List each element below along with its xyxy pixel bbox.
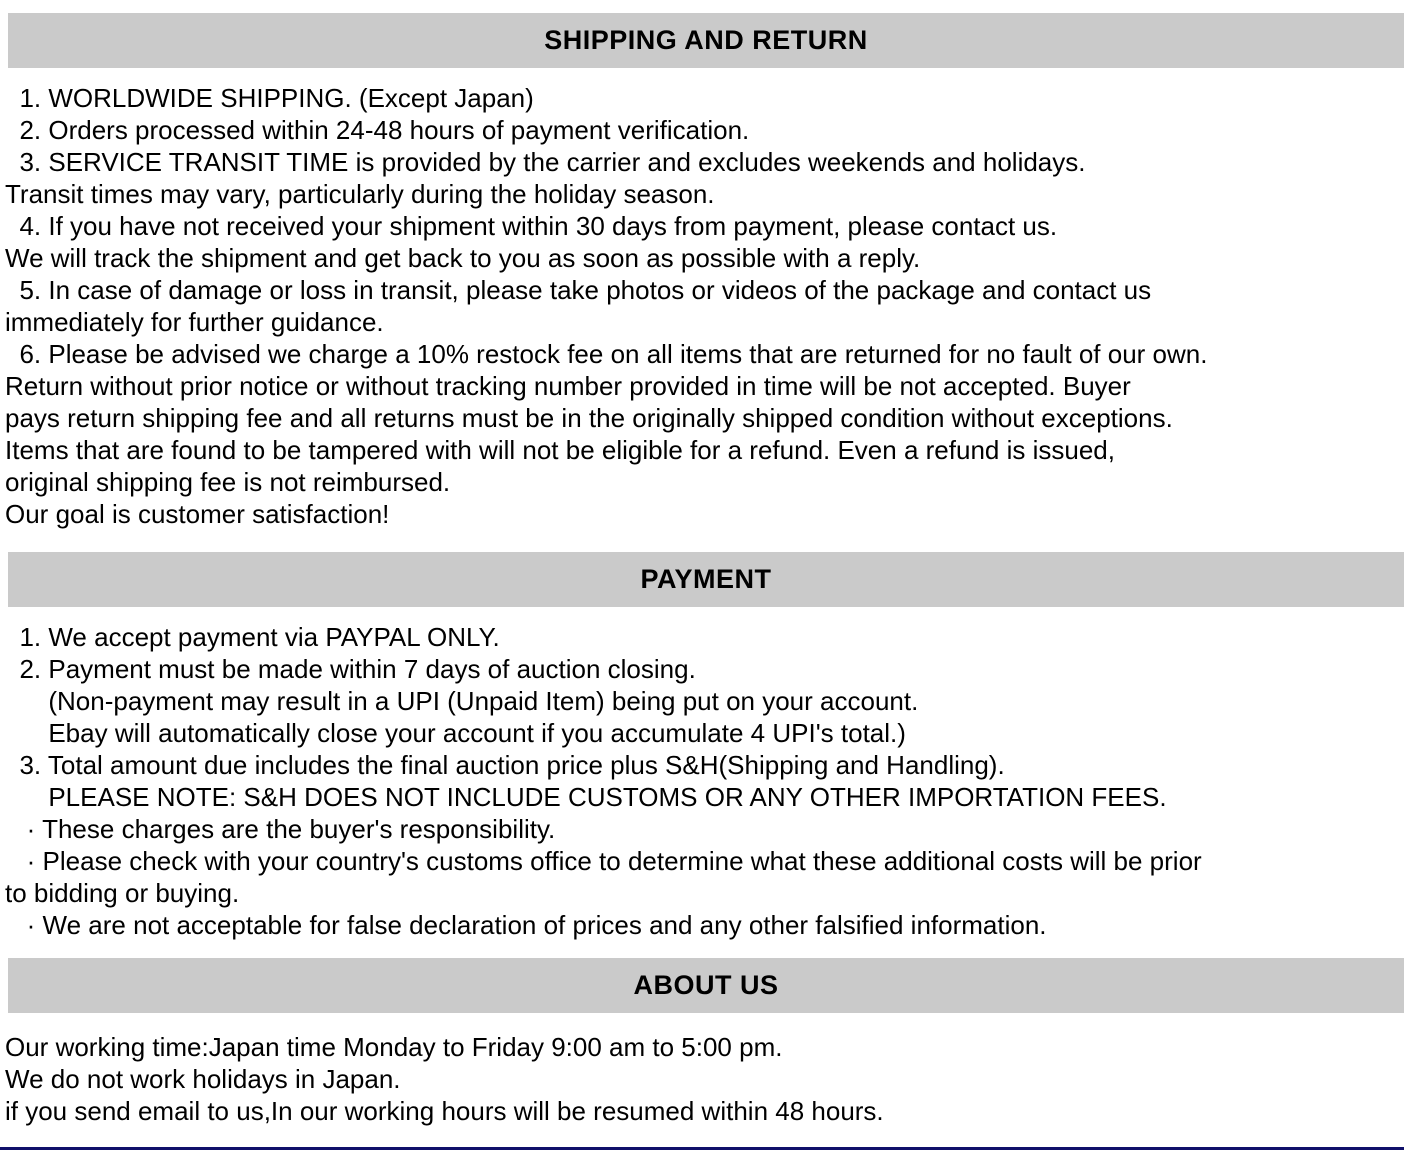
text-line: to bidding or buying. [5,878,240,908]
text-line: We do not work holidays in Japan. [5,1064,401,1094]
text-line: if you send email to us,In our working hours will be resumed within 48 hours. [5,1096,884,1126]
text-line: Our goal is customer satisfaction! [5,499,390,529]
text-line: 1. We accept payment via PAYPAL ONLY. [5,622,500,652]
text-line: · Please check with your country's customs office to determine what these additional costs will be prior [5,846,1202,876]
section-body-about-us [5,1031,1404,1127]
text-line: 4. If you have not received your shipment within 30 days from payment, please contact us. [5,211,1058,241]
text-line: (Non-payment may result in a UPI (Unpaid Item) being put on your account. [5,686,919,716]
section-header-about-us [8,958,1404,1013]
section-about-us [0,958,1404,1127]
section-title-payment: PAYMENT [640,564,772,594]
section-payment [0,552,1404,941]
text-line: 3. SERVICE TRANSIT TIME is provided by the carrier and excludes weekends and holidays. [5,147,1086,177]
text-line: pays return shipping fee and all returns must be in the originally shipped condition without exceptions. [5,403,1173,433]
section-title-shipping: SHIPPING AND RETURN [544,25,868,55]
text-line: 2. Payment must be made within 7 days of auction closing. [5,654,696,684]
text-line: · These charges are the buyer's responsibility. [5,814,556,844]
section-title-about-us: ABOUT US [633,970,779,1000]
text-line: Items that are found to be tampered with will not be eligible for a refund. Even a refund is issued, [5,435,1115,465]
text-line: 5. In case of damage or loss in transit, please take photos or videos of the package and contact us [5,275,1152,305]
text-line: Return without prior notice or without tracking number provided in time will be not accepted. Buyer [5,371,1131,401]
text-line: original shipping fee is not reimbursed. [5,467,451,497]
bottom-divider [0,1147,1404,1150]
text-line: 2. Orders processed within 24-48 hours of payment verification. [5,115,750,145]
section-header-shipping [8,13,1404,68]
text-line: 6. Please be advised we charge a 10% restock fee on all items that are returned for no fault of our own. [5,339,1208,369]
section-body-payment [5,621,1404,941]
text-line: We will track the shipment and get back to you as soon as possible with a reply. [5,243,921,273]
section-header-payment [8,552,1404,607]
section-body-shipping [5,82,1404,530]
text-line: Ebay will automatically close your account if you accumulate 4 UPI's total.) [5,718,906,748]
text-line: 3. Total amount due includes the final auction price plus S&H(Shipping and Handling). [5,750,1005,780]
text-line: immediately for further guidance. [5,307,384,337]
text-line: Our working time:Japan time Monday to Friday 9:00 am to 5:00 pm. [5,1032,783,1062]
section-shipping-and-return [0,13,1404,530]
text-line: 1. WORLDWIDE SHIPPING. (Except Japan) [5,83,534,113]
text-line: Transit times may vary, particularly during the holiday season. [5,179,715,209]
text-line: PLEASE NOTE: S&H DOES NOT INCLUDE CUSTOMS OR ANY OTHER IMPORTATION FEES. [5,782,1167,812]
text-line: · We are not acceptable for false declaration of prices and any other falsified information. [5,910,1047,940]
